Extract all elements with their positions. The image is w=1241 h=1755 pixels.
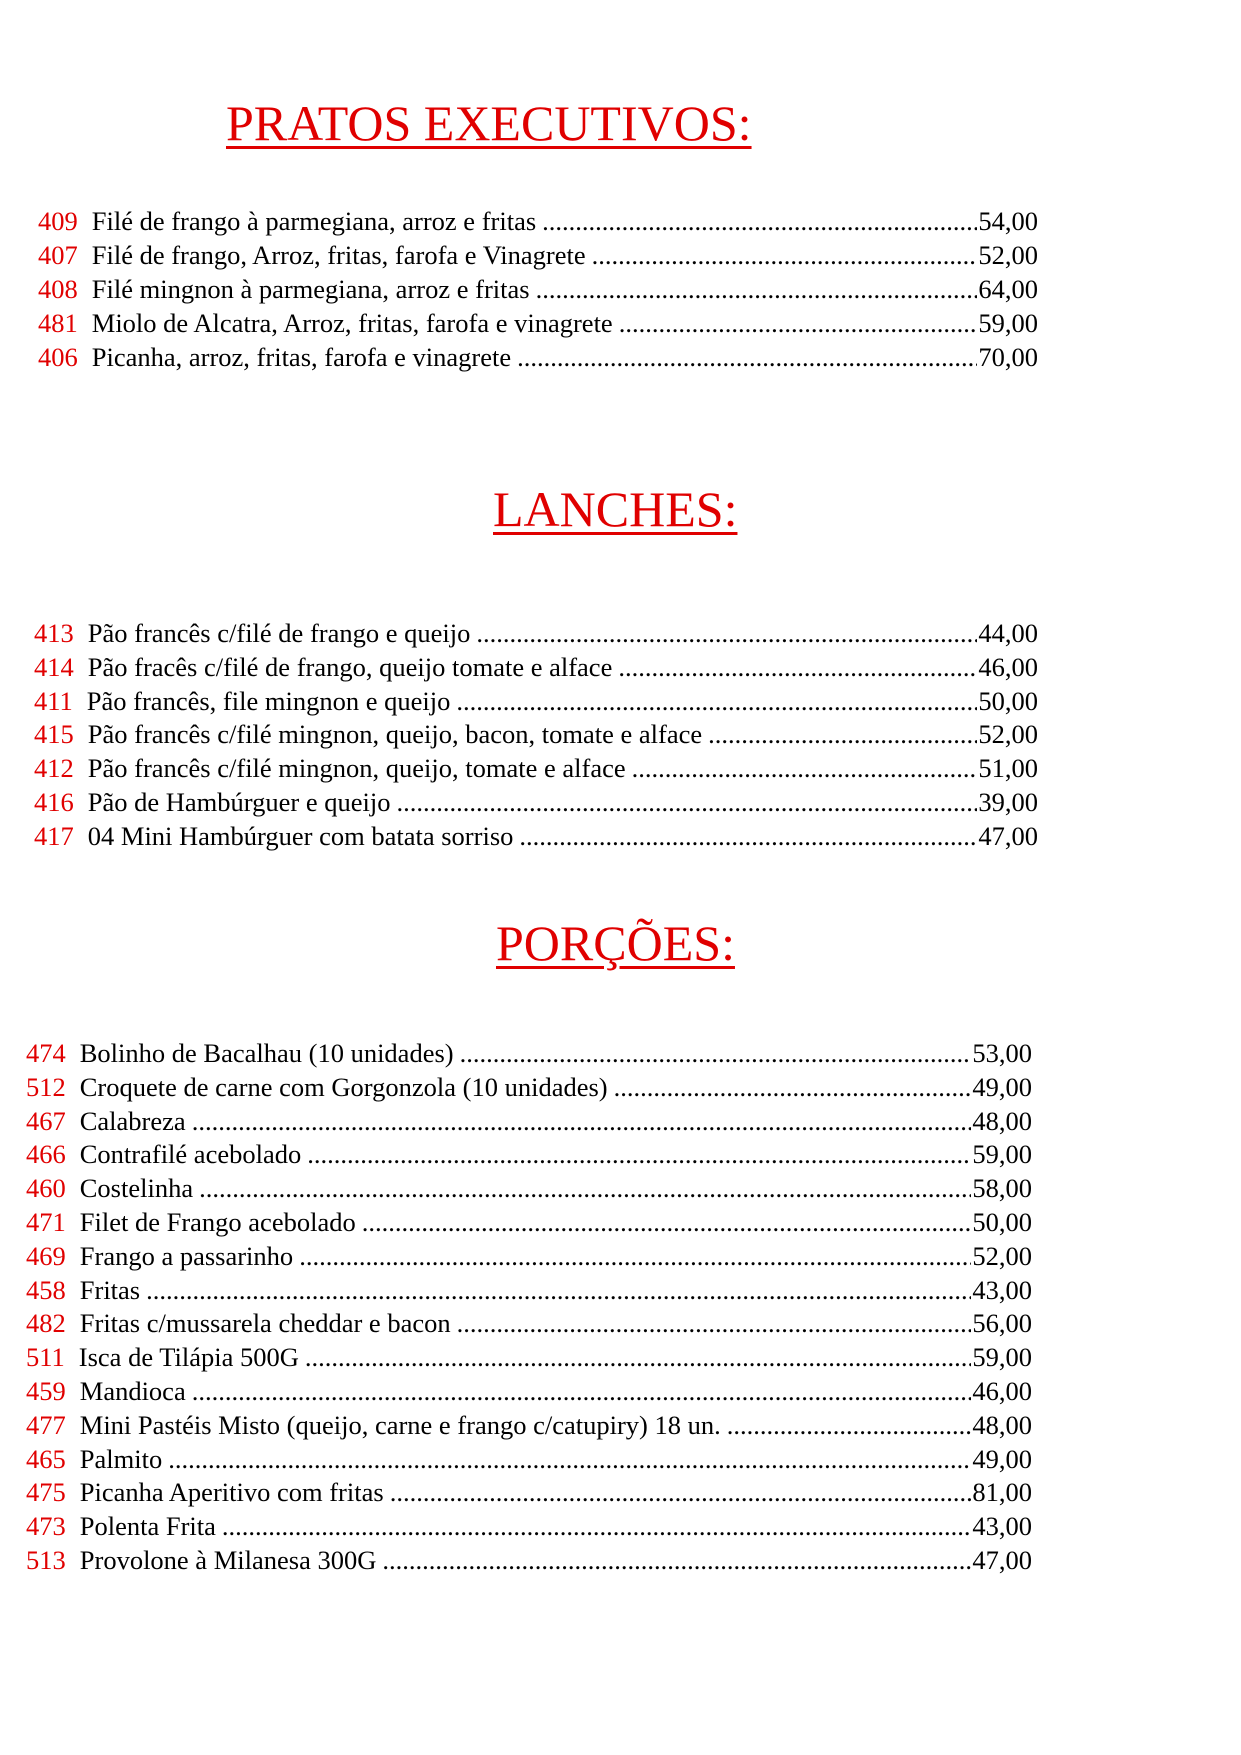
item-name: Isca de Tilápia 500G [78, 1342, 299, 1373]
item-name: Provolone à Milanesa 300G [79, 1544, 377, 1575]
item-code: 458 [26, 1274, 66, 1305]
lanches-list [34, 618, 1038, 855]
item-price: 43,00 [972, 1511, 1032, 1542]
item-name: Pão francês c/filé de frango e queijo [87, 618, 471, 648]
section-title-lanches: LANCHES: [493, 481, 738, 537]
item-name: Pão fracês c/filé de frango, queijo tomate e alface [87, 651, 613, 682]
item-code: 459 [26, 1375, 66, 1406]
section-title-pratos-executivos: PRATOS EXECUTIVOS: [226, 95, 752, 151]
item-code: 417 [34, 820, 74, 851]
item-name: Pão francês c/filé mingnon, queijo, bacon, tomate e alface [87, 719, 703, 750]
menu-item [26, 1038, 1032, 1072]
item-price: 50,00 [978, 685, 1038, 716]
item-price: 52,00 [978, 240, 1038, 270]
item-name: Mandioca [79, 1375, 186, 1406]
item-code: 477 [26, 1409, 66, 1440]
menu-item [38, 308, 1038, 342]
item-price: 59,00 [972, 1139, 1032, 1170]
item-price: 48,00 [972, 1105, 1032, 1136]
item-price: 52,00 [978, 719, 1038, 750]
dot-leader [517, 342, 977, 373]
item-code: 460 [26, 1173, 66, 1204]
item-name: Pão de Hambúrguer e queijo [87, 786, 391, 817]
item-price: 50,00 [972, 1206, 1032, 1237]
item-name: Miolo de Alcatra, Arroz, fritas, farofa e vinagrete [91, 308, 613, 338]
item-code: 412 [34, 753, 74, 784]
item-price: 54,00 [978, 206, 1038, 236]
item-name: Calabreza [79, 1105, 186, 1136]
pratos-executivos-list [38, 206, 1038, 376]
item-price: 59,00 [978, 308, 1038, 338]
item-name: Palmito [79, 1443, 163, 1474]
item-name: Filé de frango à parmegiana, arroz e fritas [91, 206, 537, 236]
item-price: 48,00 [972, 1409, 1032, 1440]
menu-item [34, 686, 1038, 720]
menu-item [26, 1241, 1032, 1275]
item-code: 474 [26, 1038, 66, 1068]
item-code: 511 [26, 1342, 65, 1373]
item-name: Pão francês c/filé mingnon, queijo, tomate e alface [87, 753, 626, 784]
item-code: 407 [38, 240, 78, 270]
item-name: Fritas [79, 1274, 141, 1305]
dot-leader [199, 1173, 971, 1204]
menu-item [34, 618, 1038, 652]
item-price: 59,00 [972, 1342, 1032, 1373]
item-price: 56,00 [972, 1308, 1032, 1339]
item-code: 465 [26, 1443, 66, 1474]
item-name: Croquete de carne com Gorgonzola (10 unidades) [79, 1071, 608, 1102]
item-code: 466 [26, 1139, 66, 1170]
item-code: 469 [26, 1240, 66, 1271]
dot-leader [222, 1511, 971, 1542]
item-price: 46,00 [972, 1375, 1032, 1406]
dot-leader [299, 1241, 971, 1272]
item-name: 04 Mini Hambúrguer com batata sorriso [87, 820, 514, 851]
item-price: 51,00 [978, 753, 1038, 784]
item-price: 64,00 [978, 274, 1038, 304]
dot-leader [519, 821, 977, 852]
menu-item [26, 1410, 1032, 1444]
dot-leader [307, 1139, 971, 1170]
item-code: 512 [26, 1071, 66, 1102]
item-name: Filé mingnon à parmegiana, arroz e fritas [91, 274, 530, 304]
menu-item [26, 1308, 1032, 1342]
dot-leader [382, 1545, 971, 1576]
item-code: 481 [38, 308, 78, 338]
menu-item [26, 1511, 1032, 1545]
menu-item [38, 342, 1038, 376]
item-code: 411 [34, 685, 73, 716]
dot-leader [390, 1477, 972, 1508]
item-name: Pão francês, file mingnon e queijo [86, 685, 451, 716]
section-title-porcoes: PORÇÕES: [496, 915, 735, 971]
item-code: 406 [38, 342, 78, 372]
item-name: Bolinho de Bacalhau (10 unidades) [79, 1038, 454, 1068]
dot-leader [708, 719, 977, 750]
menu-item [26, 1139, 1032, 1173]
menu-item [26, 1275, 1032, 1309]
item-price: 70,00 [978, 342, 1038, 372]
menu-item [26, 1106, 1032, 1140]
item-price: 47,00 [972, 1544, 1032, 1575]
dot-leader [168, 1444, 971, 1475]
dot-leader [592, 240, 978, 271]
item-code: 482 [26, 1308, 66, 1339]
item-code: 475 [26, 1477, 66, 1508]
item-name: Frango a passarinho [79, 1240, 294, 1271]
item-price: 49,00 [972, 1071, 1032, 1102]
item-code: 473 [26, 1511, 66, 1542]
item-code: 408 [38, 274, 78, 304]
item-name: Mini Pastéis Misto (queijo, carne e frango c/catupiry) 18 un. [79, 1409, 721, 1440]
menu-item [26, 1173, 1032, 1207]
dot-leader [305, 1342, 972, 1373]
item-code: 416 [34, 786, 74, 817]
item-price: 47,00 [978, 820, 1038, 851]
item-price: 46,00 [978, 651, 1038, 682]
dot-leader [542, 206, 977, 237]
dot-leader [727, 1410, 972, 1441]
item-price: 52,00 [972, 1240, 1032, 1271]
dot-leader [632, 753, 978, 784]
item-price: 39,00 [978, 786, 1038, 817]
menu-item [26, 1444, 1032, 1478]
item-price: 58,00 [972, 1173, 1032, 1204]
dot-leader [396, 787, 977, 818]
item-code: 415 [34, 719, 74, 750]
item-code: 409 [38, 206, 78, 236]
menu-item [38, 274, 1038, 308]
item-code: 513 [26, 1544, 66, 1575]
menu-item [26, 1207, 1032, 1241]
menu-item [34, 652, 1038, 686]
dot-leader [192, 1106, 972, 1137]
porcoes-list [26, 1038, 1032, 1579]
dot-leader [192, 1376, 972, 1407]
dot-leader [619, 308, 978, 339]
dot-leader [362, 1207, 972, 1238]
item-name: Polenta Frita [79, 1511, 216, 1542]
dot-leader [618, 652, 977, 683]
menu-item [26, 1342, 1032, 1376]
menu-item [38, 240, 1038, 274]
menu-item [26, 1072, 1032, 1106]
dot-leader [476, 618, 977, 649]
item-name: Filet de Frango acebolado [79, 1206, 356, 1237]
item-code: 467 [26, 1105, 66, 1136]
menu-item [34, 753, 1038, 787]
item-price: 43,00 [972, 1274, 1032, 1305]
item-name: Fritas c/mussarela cheddar e bacon [79, 1308, 451, 1339]
menu-item [38, 206, 1038, 240]
menu-item [34, 719, 1038, 753]
menu-item [34, 821, 1038, 855]
item-price: 81,00 [972, 1477, 1032, 1508]
dot-leader [614, 1072, 972, 1103]
menu-item [26, 1545, 1032, 1579]
item-name: Picanha, arroz, fritas, farofa e vinagrete [91, 342, 512, 372]
menu-item [26, 1376, 1032, 1410]
menu-item [26, 1477, 1032, 1511]
dot-leader [536, 274, 978, 305]
item-code: 413 [34, 618, 74, 648]
item-price: 53,00 [972, 1038, 1032, 1068]
item-code: 414 [34, 651, 74, 682]
item-price: 49,00 [972, 1443, 1032, 1474]
item-name: Filé de frango, Arroz, fritas, farofa e Vinagrete [91, 240, 586, 270]
item-name: Contrafilé acebolado [79, 1139, 302, 1170]
item-name: Picanha Aperitivo com fritas [79, 1477, 384, 1508]
dot-leader [460, 1038, 972, 1069]
dot-leader [146, 1275, 971, 1306]
item-code: 471 [26, 1206, 66, 1237]
item-name: Costelinha [79, 1173, 194, 1204]
dot-leader [457, 1308, 972, 1339]
menu-item [34, 787, 1038, 821]
dot-leader [456, 686, 977, 717]
item-price: 44,00 [978, 618, 1038, 648]
